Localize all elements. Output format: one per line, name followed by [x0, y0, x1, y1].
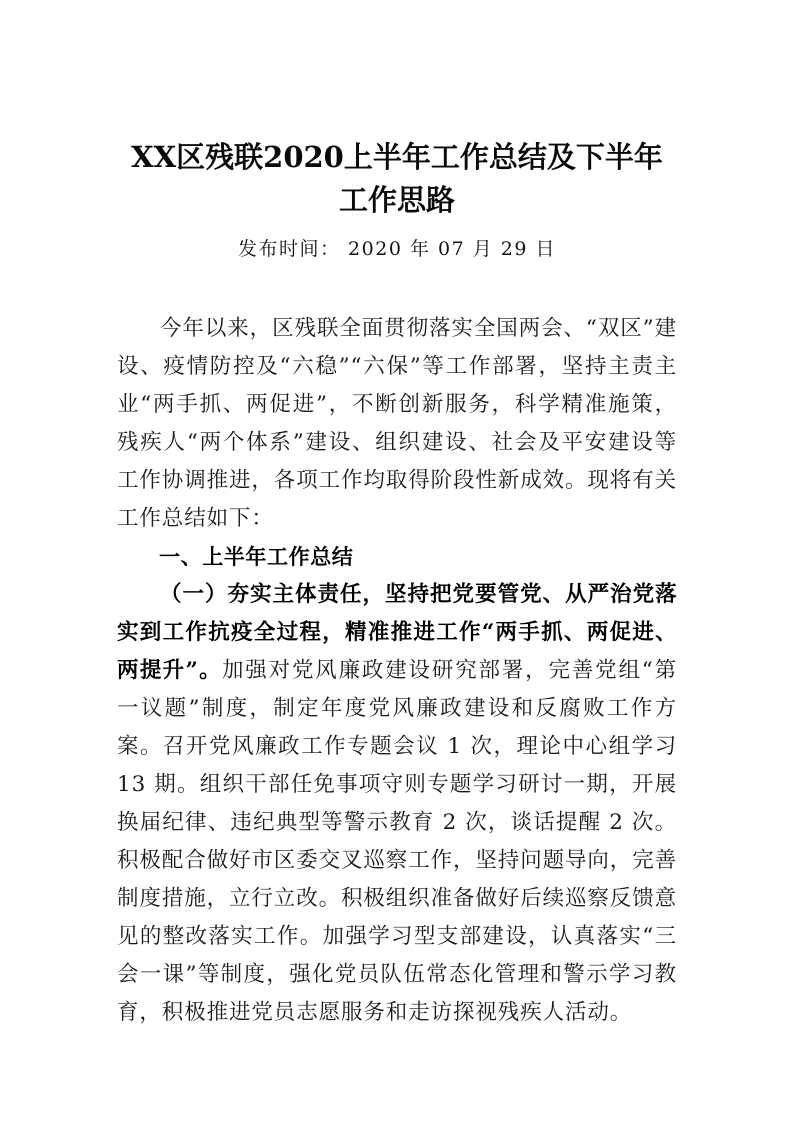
- section-heading-1: 一、上半年工作总结: [159, 545, 354, 569]
- subsection-bold-lead: （一）夯实主体责任，坚持把党要管党、从严治党落实到工作抗疫全过程，精准推进工作“两手抓、两促进、两提升”。: [117, 582, 677, 683]
- intro-paragraph: 今年以来，区残联全面贯彻落实全国两会、“双区”建设、疫情防控及“六稳”“六保”等工作部署，坚持主责主业“两手抓、两促进”，不断创新服务，科学精准施策，残疾人“两个体系”建设、组织建设、社会及平安建设等工作协调推进，各项工作均取得阶段性新成效。现将有关工作总结如下：: [117, 316, 678, 531]
- subsection-body-text: 加强对党风廉政建设研究部署，完善党组“第一议题”制度，制定年度党风廉政建设和反腐败工作方案。召开党风廉政工作专题会议 1 次，理论中心组学习 13 期。组织干部任免事项守则专题学习研讨一期，开展换届纪律、违纪典型等警示教育 2 次，谈话提醒 2 次。积极配合做好市区委交叉巡察工作，坚持问题导向，完善制度措施，立行立改。积极组织准备做好后续巡察反馈意见的整改落实工作。加强学习型支部建设，认真落实“三会一课”等制度，强化党员队伍常态化管理和警示学习教育，积极推进党员志愿服务和走访探视残疾人活动。: [117, 658, 678, 1025]
- page-title: XX区残联2020上半年工作总结及下半年工作思路: [131, 140, 663, 217]
- document-body: [117, 264, 677, 1032]
- subsection-paragraph-1: [117, 576, 677, 1032]
- publish-date-line: 发布时间： 2020 年 07 月 29 日: [238, 238, 556, 260]
- document-content-column: [117, 0, 677, 1032]
